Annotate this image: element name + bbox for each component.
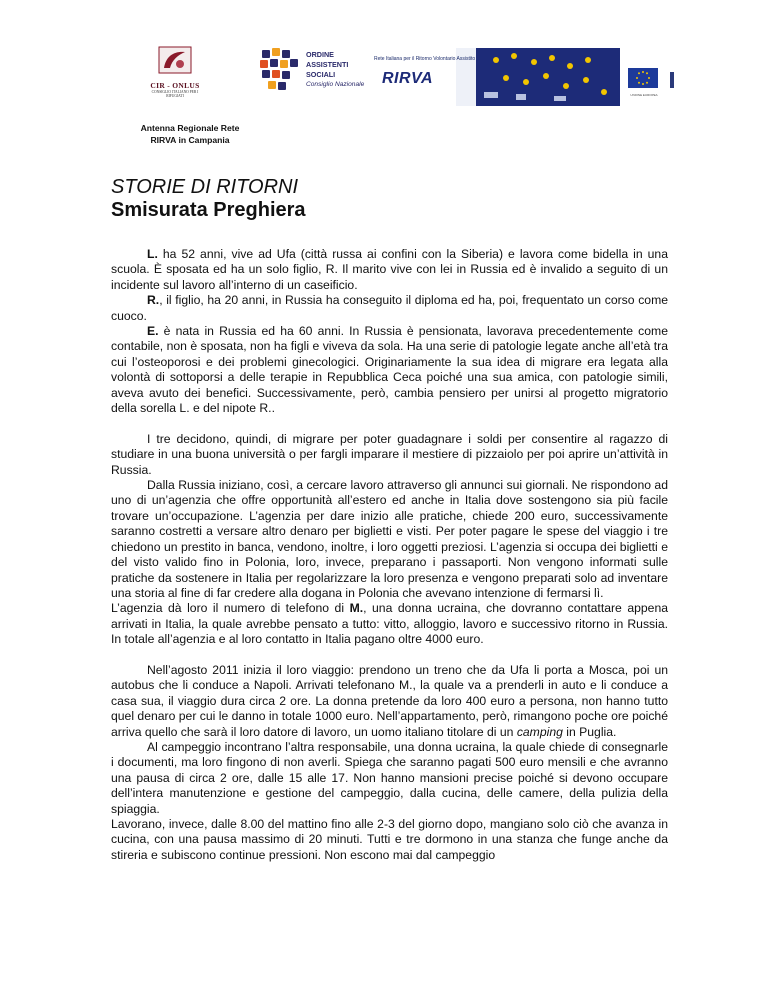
oas-logo-text [306,50,364,90]
paragraph-text: in Puglia. [562,724,617,739]
antenna-line-2: RIRVA in Campania [150,135,230,145]
rirva-wordmark: RIRVA [382,70,434,87]
paragraph-journey [111,663,668,740]
name-e: E. [147,324,159,339]
cir-logo-icon [158,46,192,74]
ordine-assistenti-sociali-logo [258,44,374,104]
name-l: L. [147,247,158,261]
camping-word: camping [516,724,563,739]
rirva-tagline: Rete Italiana per il Ritorno Volontario Assistito [374,56,476,62]
rirva-logo [364,48,618,100]
eu-flag-icon [628,68,658,88]
document-title: STORIE DI RITORNI [111,176,299,198]
oas-line-3: SOCIALI [306,70,336,79]
paragraph-agency [111,478,668,601]
paragraph-text: è nata in Russia ed ha 60 anni. In Russia è pensionata, lavorava precedentemente come contabile, non è sposata, non ha figli e viveva da sola. Ha una serie di patologie legate anche all’età tra cui l’osteoporosi e dei problemi ginecologici. Originariamente la sua idea di migrare era legata alla volontà di sottoporsi a delle terapie in Repubblica Ceca poiché una sua amica, con patologie simili, aveva avuto dei benefici. Successivamente, però, cambia pensiero per unirsi al progetto migratorio della sorella L. e del nipote R.. [111,324,668,416]
oas-line-2: ASSISTENTI [306,60,349,69]
cir-logo-name: CIR - ONLUS [150,81,200,90]
oas-logo-icon [258,46,302,96]
eu-stars-band-icon [456,48,620,106]
paragraph-r [111,293,668,324]
cir-onlus-logo [148,46,202,96]
paragraph-text: I tre decidono, quindi, di migrare per poter guadagnare i soldi per consentire al ragazzo di studiare in una buona università o per fargli imparare il mestiere di pizzaiolo per poi aprire un’attività in Russia. [111,431,668,477]
cir-logo-subtitle: CONSIGLIO ITALIANO PER I RIFUGIATI [151,90,199,98]
paragraph-text: , il figlio, ha 20 anni, in Russia ha conseguito il diploma ed ha, poi, frequentato un corso come cuoco. [111,293,668,323]
paragraph-decision [111,432,668,478]
paragraph-e [111,324,668,416]
name-r: R. [147,293,160,308]
paragraph-text: L’agenzia dà loro il numero di telefono di [111,601,350,616]
oas-line-4: Consiglio Nazionale [306,81,365,88]
document-subtitle: Smisurata Preghiera [111,199,306,221]
paragraph-work [111,817,668,863]
paragraph-text: Al campeggio incontrano l’altra responsabile, una donna ucraina, la quale chiede di consegnarle i documenti, ma loro fingono di non averli. Spiega che saranno pagati 500 euro mensili e che avranno una pausa di circa 2 ore, dalle 15 alle 17. Non hanno mansioni precise poiché si devono occupare dell’intera manutenzione e gestione del campeggio, dalla cucina, delle camere, della pulizia della spiaggia. [111,739,668,816]
paragraph-text: ha 52 anni, vive ad Ufa (città russa ai confini con la Siberia) e lavora come bidella in una scuola. È sposata ed ha un solo figlio, R. Il marito vive con lei in Russia ed è invalido a seguito di un incidente sul lavoro all’interno di un caseificio. [111,247,668,292]
paragraph-text: , una donna ucraina, che dovranno contattare appena arrivati in Italia, la quale avrebbe pensato a tutto: vitto, alloggio, lavoro e successivo ritorno in Russia. In totale all’agenzia e al loro contatto in Italia pagano oltre 4000 euro. [111,601,668,647]
antenna-heading [100,122,280,146]
paragraph-text: Nell’agosto 2011 inizia il loro viaggio: prendono un treno che da Ufa li porta a Mosca, poi un autobus che li conduce a Napoli. Arrivati telefonano M., la quale va a prenderli in auto e li conduce a casa sua, il viaggio dura circa 2 ore. La donna pretende da loro 400 euro a persona, non hanno tutto quel denaro per cui le danno in totale 1000 euro. Nell’appartamento, però, rimangono poche ore poiché arriva quello che sarà il loro datore di lavoro, un uomo italiano titolare di un [111,662,668,739]
name-m: M. [349,601,364,616]
paragraph-text: Dalla Russia iniziano, così, a cercare lavoro attraverso gli annunci sui giornali. Ne rispondono ad uno di un’agenzia che offre opportunità all’estero ed anche in Italia dove sostengono sia più facile trovare un’occupazione. L’agenzia per dare inizio alle pratiche, chiede 200 euro, successivamente saranno costretti a versare altro denaro per biglietti e visti. Per poter pagare le spese del viaggio i tre chiedono un prestito in banca, vendono, inoltre, i loro oggetti preziosi. L’agenzia si occupa dei biglietti e del visto valido fino in Polonia, loro, invece, preparano i passaporti. Non vengono informati sulle pratiche da sostenere in Italia per regolarizzare la loro presenza e vengono preparati solo ad inventare una storia al fine di far credere alla dogana in Polonia che avevano intenzione di fermarsi lì. [111,478,668,600]
paragraph-l [111,247,668,293]
oas-line-1: ORDINE [306,50,334,59]
paragraph-contact [111,601,668,647]
paragraph-text: Lavorano, invece, dalle 8.00 del mattino fino alle 2-3 del giorno dopo, mangiano solo ciò che avanza in cucina, con una pausa massimo di 20 minuti. Tutti e tre dormono in una stanza che funge anche da stireria e subiscono continue pressioni. Non escono mai dal campeggio [111,817,668,862]
antenna-line-1: Antenna Regionale Rete [140,123,240,133]
paragraph-campsite [111,740,668,817]
story-body [111,247,668,863]
eu-caption: UNIONE EUROPEA [630,93,658,97]
ministry-mark-icon [670,72,674,88]
eu-logo [620,56,668,102]
